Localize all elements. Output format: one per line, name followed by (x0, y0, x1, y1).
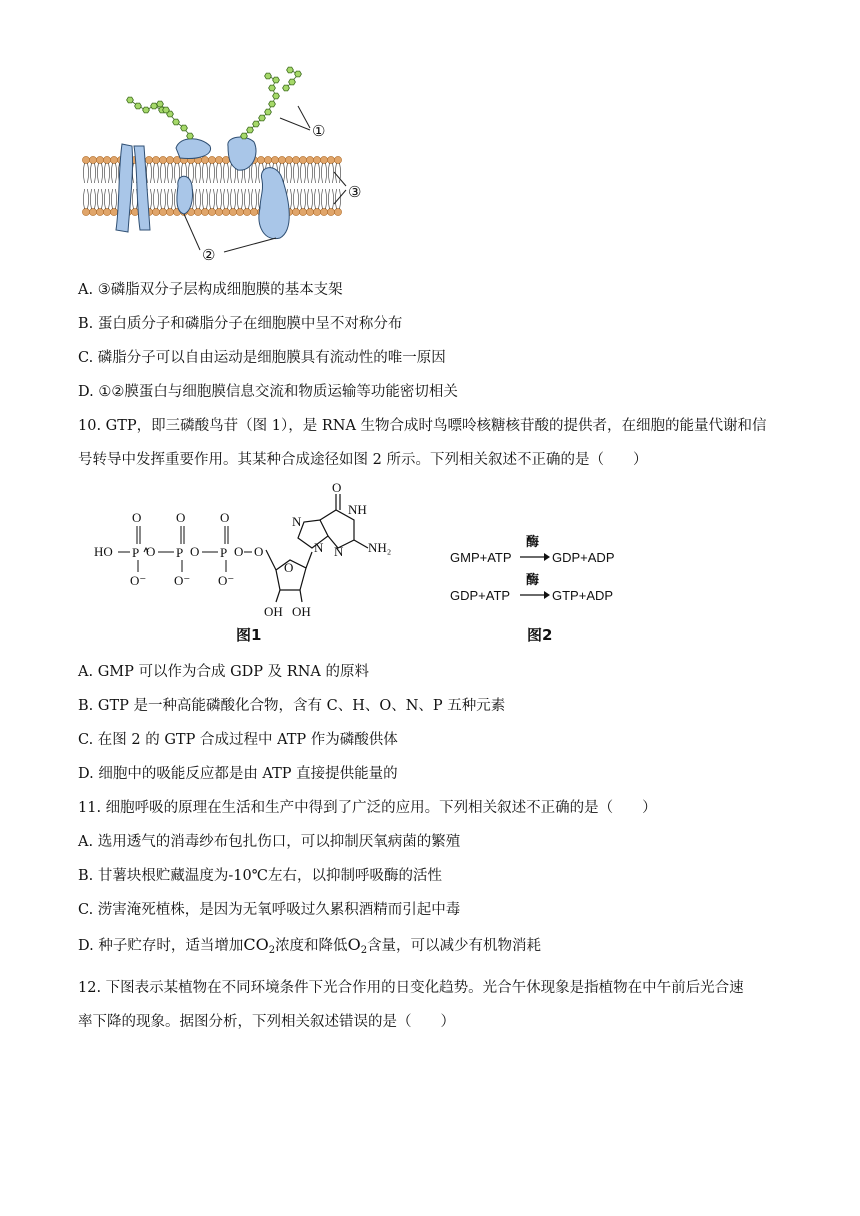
sugar-unit (287, 67, 294, 73)
sugar-unit (265, 73, 272, 79)
nh2-group: NH₂ (368, 540, 392, 555)
phospholipid-tail (217, 163, 222, 183)
phospholipid-head (334, 156, 341, 163)
phospholipid-head (89, 156, 96, 163)
sugar-unit (163, 107, 170, 113)
phospholipid-head (208, 208, 215, 215)
phospholipid-head (201, 208, 208, 215)
phospholipid-head (222, 208, 229, 215)
n3: N (334, 544, 344, 559)
phospholipid-head (103, 156, 110, 163)
fig2-caption: 图2 (527, 626, 553, 644)
phospholipid-head (201, 156, 208, 163)
phospholipid-head (194, 208, 201, 215)
sugar-unit (143, 107, 150, 113)
reaction1-right: GDP+ADP (552, 550, 615, 565)
phospholipid-head (320, 208, 327, 215)
q10-option-d: D. 细胞中的吸能反应都是由 ATP 直接提供能量的 (78, 766, 398, 782)
phospholipid-head (103, 208, 110, 215)
phospholipid-tail (224, 189, 229, 209)
phospholipid-head (96, 208, 103, 215)
phospholipid-head (159, 208, 166, 215)
sugar-unit (135, 103, 142, 109)
q11-option-c: C. 涝害淹死植株，是因为无氧呼吸过久累积酒精而引起中毒 (78, 902, 461, 918)
p3-label: P (220, 545, 228, 560)
phospholipid-tail (203, 189, 208, 209)
sugar-unit (187, 133, 194, 139)
q10-option-a: A. GMP 可以作为合成 GDP 及 RNA 的原料 (78, 664, 369, 680)
phospholipid-head (257, 156, 264, 163)
q10-option-b: B. GTP 是一种高能磷酸化合物，含有 C、H、O、N、P 五种元素 (78, 698, 506, 714)
phospholipid-tail (210, 189, 215, 209)
gtp-synthesis-figure (450, 532, 640, 610)
bridge-o1: O (146, 544, 156, 559)
enzyme-label-1: 酶 (526, 534, 540, 549)
n7: N (292, 514, 302, 529)
phospholipid-tail (287, 163, 292, 183)
phospholipid-head (250, 208, 257, 215)
phospholipid-head (166, 208, 173, 215)
phospholipid-tail (84, 163, 89, 183)
sugar-unit (269, 101, 276, 107)
phospholipid-tail (98, 189, 103, 209)
phospholipid-tail (154, 163, 159, 183)
phospholipid-head (96, 156, 103, 163)
p2-label: P (176, 545, 184, 560)
o2-text: O (347, 935, 361, 954)
sugar-unit (273, 93, 280, 99)
phospholipid-head (208, 156, 215, 163)
phospholipid-tail (217, 189, 222, 209)
phospholipid-head (229, 208, 236, 215)
phospholipid-tail (231, 189, 236, 209)
phospholipid-head (166, 156, 173, 163)
phospholipid-head (292, 156, 299, 163)
phospholipid-head (215, 208, 222, 215)
o2-formula (348, 935, 368, 954)
oh-right: OH (292, 604, 311, 619)
phospholipid-head (271, 156, 278, 163)
q9-option-d: D. ①②膜蛋白与细胞膜信息交流和物质运输等功能密切相关 (78, 384, 458, 400)
phospholipid-head (299, 156, 306, 163)
phospholipid-head (110, 208, 117, 215)
q12-stem-line2: 率下降的现象。据图分析，下列相关叙述错误的是（ ） (78, 1014, 455, 1030)
phospholipid-head (145, 156, 152, 163)
phospholipid-tail (238, 189, 243, 209)
phospholipid-head (313, 208, 320, 215)
phospholipid-tail (112, 189, 117, 209)
phospholipid-tail (168, 163, 173, 183)
phospholipid-head (264, 156, 271, 163)
bridge-o2: O (190, 544, 200, 559)
sugar-unit (127, 97, 134, 103)
gtp-structure-figure (92, 482, 412, 632)
phospholipid-tail (210, 163, 215, 183)
phospholipid-tail (147, 163, 152, 183)
fig1-caption: 图1 (236, 626, 262, 644)
phospholipid-tail (112, 163, 117, 183)
o5-prime: O (254, 544, 264, 559)
phospholipid-head (110, 156, 117, 163)
o1-top: O (132, 510, 142, 525)
phospholipid-tail (161, 189, 166, 209)
phospholipid-tail (105, 189, 110, 209)
phospholipid-tail (168, 189, 173, 209)
sugar-unit (295, 71, 302, 77)
q11-option-d-suffix: 含量，可以减少有机物消耗 (367, 938, 542, 954)
sugar-unit (259, 115, 266, 121)
phospholipid-head (306, 156, 313, 163)
n9: N (314, 540, 324, 555)
q11-option-d (78, 934, 541, 956)
phospholipid-tail (294, 189, 299, 209)
phospholipid-tail (154, 189, 159, 209)
sugar-unit (269, 85, 276, 91)
reaction2-left: GDP+ATP (450, 588, 511, 603)
phospholipid-head (299, 208, 306, 215)
phospholipid-head (327, 156, 334, 163)
phospholipid-head (327, 208, 334, 215)
sugar-unit (241, 133, 248, 139)
o1-minus: O⁻ (130, 573, 147, 588)
sugar-unit (273, 77, 280, 83)
ring-o: O (284, 560, 294, 575)
phospholipid-tail (196, 163, 201, 183)
phospholipid-tail (203, 163, 208, 183)
q10-stem-line1: 10. GTP，即三磷酸鸟苷（图 1），是 RNA 生物合成时鸟嘌呤核糖核苷酸的提供者，在细胞的能量代谢和信 (78, 418, 767, 434)
q9-option-c: C. 磷脂分子可以自由运动是细胞膜具有流动性的唯一原因 (78, 350, 446, 366)
phospholipid-head (285, 156, 292, 163)
phospholipid-tail (329, 163, 334, 183)
sugar-unit (253, 121, 260, 127)
o2-subscript: 2 (360, 945, 368, 956)
phospholipid-head (243, 208, 250, 215)
phospholipid-head (306, 208, 313, 215)
q11-stem: 11. 细胞呼吸的原理在生活和生产中得到了广泛的应用。下列相关叙述不正确的是（ ） (78, 800, 657, 816)
o3-minus: O⁻ (218, 573, 235, 588)
phospholipid-tail (322, 189, 327, 209)
phospholipid-tail (252, 189, 257, 209)
sugar-unit (265, 109, 272, 115)
phospholipid-head (152, 208, 159, 215)
phospholipid-tail (224, 163, 229, 183)
q12-stem-line1: 12. 下图表示某植物在不同环境条件下光合作用的日变化趋势。光合午休现象是指植物在中午前后光合速 (78, 980, 744, 996)
sugar-unit (289, 79, 296, 85)
phospholipid-tail (322, 163, 327, 183)
phospholipid-tail (315, 189, 320, 209)
phospholipid-tail (84, 189, 89, 209)
q11-option-a: A. 选用透气的消毒纱布包扎伤口，可以抑制厌氧病菌的繁殖 (78, 834, 461, 850)
phospholipid-head (89, 208, 96, 215)
phospholipid-tail (315, 163, 320, 183)
enzyme-label-2: 酶 (526, 572, 540, 587)
cell-membrane-figure (76, 62, 376, 267)
o2-top: O (176, 510, 186, 525)
phospholipid-head (152, 156, 159, 163)
o3-top: O (220, 510, 230, 525)
label-1: ① (312, 122, 326, 140)
phospholipid-tail (329, 189, 334, 209)
c6-o: O (332, 482, 342, 495)
phospholipid-head (82, 156, 89, 163)
q10-option-c: C. 在图 2 的 GTP 合成过程中 ATP 作为磷酸供体 (78, 732, 398, 748)
sugar-unit (181, 125, 188, 131)
q9-option-a: A. ③磷脂双分子层构成细胞膜的基本支架 (78, 282, 343, 298)
sugar-unit (283, 85, 290, 91)
phospholipid-head (159, 156, 166, 163)
phospholipid-head (334, 208, 341, 215)
o2-minus: O⁻ (174, 573, 191, 588)
q11-option-d-middle: 浓度和降低 (275, 938, 348, 954)
q11-option-d-prefix: D. 种子贮存时，适当增加 (78, 938, 244, 954)
label-3: ③ (348, 183, 362, 201)
phospholipid-tail (245, 189, 250, 209)
ho-label: HO (94, 544, 113, 559)
phospholipid-tail (98, 163, 103, 183)
phospholipid-head (278, 156, 285, 163)
sugar-unit (247, 127, 254, 133)
bridge-o3: O (234, 544, 244, 559)
phospholipid-tail (336, 163, 341, 183)
reaction2-right: GTP+ADP (552, 588, 614, 603)
n1h: NH (348, 502, 367, 517)
co2-text: CO (243, 935, 269, 954)
p1-label: P (132, 545, 140, 560)
q10-stem-line2: 号转导中发挥重要作用。其某种合成途径如图 2 所示。下列相关叙述不正确的是（ ） (78, 452, 648, 468)
phospholipid-tail (105, 163, 110, 183)
phospholipid-tail (196, 189, 201, 209)
oh-left: OH (264, 604, 283, 619)
q9-option-b: B. 蛋白质分子和磷脂分子在细胞膜中呈不对称分布 (78, 316, 403, 332)
label-2: ② (202, 246, 216, 264)
phospholipid-tail (301, 189, 306, 209)
phospholipid-tail (308, 163, 313, 183)
sugar-unit (157, 101, 164, 107)
phospholipid-head (320, 156, 327, 163)
phospholipid-tail (91, 163, 96, 183)
transmembrane-protein (259, 168, 289, 239)
phospholipid-tail (301, 163, 306, 183)
phospholipid-tail (294, 163, 299, 183)
reaction1-left: GMP+ATP (450, 550, 512, 565)
phospholipid-head (131, 208, 138, 215)
phospholipid-head (82, 208, 89, 215)
phospholipid-head (236, 208, 243, 215)
q11-option-b: B. 甘薯块根贮藏温度为-10℃左右，以抑制呼吸酶的活性 (78, 868, 442, 884)
co2-subscript: 2 (268, 945, 276, 956)
phospholipid-head (292, 208, 299, 215)
phospholipid-tail (252, 163, 257, 183)
sugar-unit (173, 119, 180, 125)
phospholipid-head (313, 156, 320, 163)
phospholipid-tail (91, 189, 96, 209)
phospholipid-tail (308, 189, 313, 209)
peripheral-protein (176, 139, 211, 159)
inner-protein (177, 176, 193, 214)
co2-formula (243, 935, 275, 954)
phospholipid-tail (161, 163, 166, 183)
phospholipid-head (215, 156, 222, 163)
